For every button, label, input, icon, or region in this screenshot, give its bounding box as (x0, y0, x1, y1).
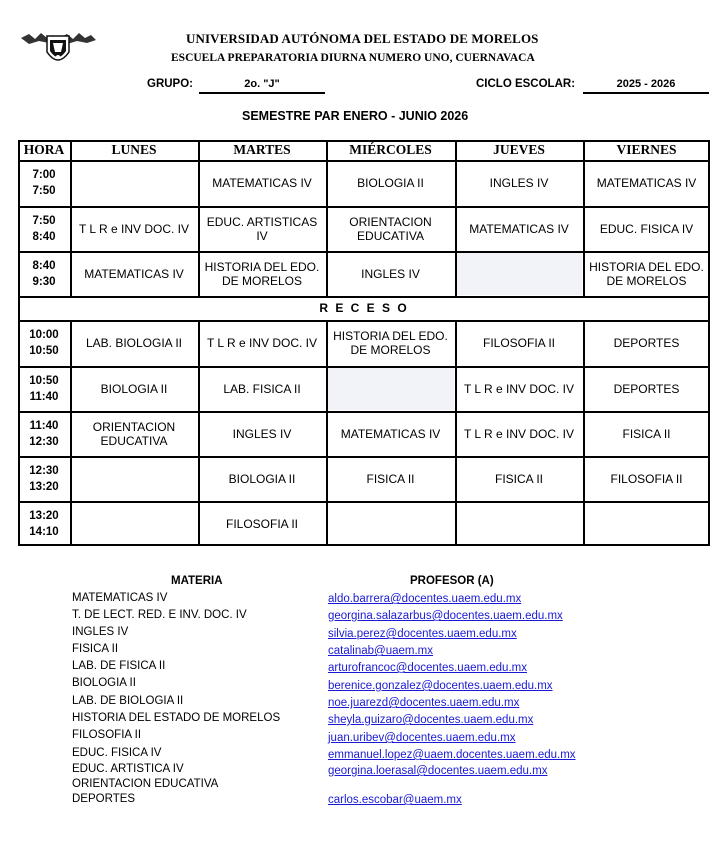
time-slot (18, 456, 70, 501)
column-divider (326, 140, 328, 296)
materia-item: BIOLOGIA II (72, 677, 136, 689)
time-start: 7:50 (32, 214, 56, 227)
time-end: 11:40 (29, 390, 59, 403)
time-start: 11:40 (29, 419, 59, 432)
materia-item: FILOSOFIA II (72, 729, 142, 741)
row-divider (18, 140, 710, 142)
class-cell (583, 501, 710, 546)
class-cell: BIOLOGIA II (228, 471, 296, 486)
profesor-email-link[interactable]: georgina.salazarbus@docentes.uaem.edu.mx (328, 610, 563, 622)
time-slot (18, 206, 70, 251)
profesor-email-link[interactable]: juan.uribev@docentes.uaem.edu.mx (328, 732, 516, 744)
time-slot (18, 366, 70, 411)
profesor-email-link[interactable]: arturofrancoc@docentes.uaem.edu.mx (328, 662, 527, 674)
time-end: 10:50 (29, 345, 59, 357)
materia-item: FISICA II (72, 643, 119, 655)
university-name: UNIVERSIDAD AUTÓNOMA DEL ESTADO DE MORELOS (186, 31, 539, 46)
class-cell: HISTORIA DEL EDO. DE MORELOS (333, 329, 448, 357)
row-divider (18, 296, 710, 298)
recess-row: R E C E S O (319, 301, 409, 315)
class-cell: INGLES IV (232, 426, 292, 441)
class-cell: MATEMATICAS IV (340, 426, 441, 441)
class-cell: ORIENTACION EDUCATIVA (349, 214, 432, 243)
class-cell: T L R e INV DOC. IV (78, 221, 190, 236)
hora-header: HORA (23, 142, 65, 157)
class-cell (326, 366, 455, 411)
column-divider (455, 140, 457, 296)
grupo-label: GRUPO: (147, 78, 193, 90)
class-cell: FISICA II (622, 426, 671, 441)
grupo-value: 2o. "J" (199, 78, 325, 94)
class-cell: HISTORIA DEL EDO. DE MORELOS (589, 259, 704, 288)
profesor-email-link[interactable]: berenice.gonzalez@docentes.uaem.edu.mx (328, 680, 553, 692)
class-cell: MATEMATICAS IV (469, 221, 569, 236)
class-cell: FISICA II (494, 471, 543, 486)
time-start: 13:20 (29, 509, 59, 522)
materia-item: LAB. DE BIOLOGIA II (72, 695, 184, 707)
column-divider (583, 140, 585, 296)
column-divider (708, 140, 710, 546)
time-slot (18, 251, 70, 296)
row-divider (18, 411, 710, 413)
class-cell: T L R e INV DOC. IV (206, 336, 318, 350)
profesor-email-link[interactable]: carlos.escobar@uaem.mx (328, 794, 462, 806)
time-slot (18, 411, 70, 456)
materia-item: DEPORTES (72, 793, 136, 805)
day-header-jueves: JUEVES (493, 142, 545, 157)
class-cell: FILOSOFIA II (610, 471, 683, 486)
class-cell: INGLES IV (489, 176, 549, 190)
class-cell: DEPORTES (613, 381, 680, 396)
materia-item: EDUC. FISICA IV (72, 747, 162, 759)
class-cell (70, 501, 198, 546)
class-cell: T L R e INV DOC. IV (463, 426, 575, 441)
class-cell (455, 251, 583, 296)
class-cell: HISTORIA DEL EDO. DE MORELOS (204, 259, 320, 288)
class-cell: LAB. FISICA II (223, 381, 301, 396)
column-divider (455, 320, 457, 546)
class-cell (326, 501, 455, 546)
materia-item: LAB. DE FISICA II (72, 660, 166, 672)
row-divider (18, 501, 710, 503)
materia-item: INGLES IV (72, 626, 129, 638)
materia-item: EDUC. ARTISTICA IV (72, 763, 184, 775)
class-cell: BIOLOGIA II (100, 381, 168, 396)
materia-header: MATERIA (171, 575, 223, 587)
class-cell: FILOSOFIA II (482, 336, 556, 350)
materia-item: MATEMATICAS IV (72, 592, 168, 604)
column-divider (583, 320, 585, 546)
row-divider (18, 456, 710, 458)
class-cell: MATEMATICAS IV (84, 266, 184, 281)
class-cell: BIOLOGIA II (357, 176, 424, 190)
materia-item: T. DE LECT. RED. E INV. DOC. IV (72, 609, 247, 621)
time-end: 12:30 (29, 435, 59, 448)
time-slot (18, 160, 70, 206)
university-logo-icon (19, 30, 97, 70)
time-start: 8:40 (32, 259, 56, 272)
row-divider (18, 160, 710, 162)
class-cell: EDUC. ARTISTICAS IV (206, 214, 318, 243)
time-slot (18, 501, 70, 546)
day-header-viernes: VIERNES (616, 142, 677, 157)
time-start: 10:00 (29, 329, 59, 341)
semester-title: SEMESTRE PAR ENERO - JUNIO 2026 (242, 109, 469, 123)
ciclo-value: 2025 - 2026 (583, 78, 709, 94)
class-cell (70, 456, 198, 501)
column-divider (198, 140, 200, 296)
class-cell: DEPORTES (613, 336, 680, 350)
time-end: 14:10 (29, 525, 59, 538)
day-header-lunes: LUNES (111, 142, 157, 157)
column-divider (198, 320, 200, 546)
column-divider (18, 140, 20, 546)
row-divider (18, 366, 710, 368)
class-cell: INGLES IV (361, 266, 420, 281)
column-divider (70, 320, 72, 546)
time-end: 8:40 (32, 230, 56, 243)
profesor-email-link[interactable]: georgina.loerasal@docentes.uaem.edu.mx (328, 765, 548, 777)
class-cell: EDUC. FISICA IV (599, 221, 694, 236)
ciclo-label: CICLO ESCOLAR: (476, 78, 576, 90)
materia-item: ORIENTACION EDUCATIVA (72, 778, 219, 790)
time-slot (18, 320, 70, 366)
row-divider (18, 206, 710, 208)
class-cell: LAB. BIOLOGIA II (85, 336, 183, 350)
profesor-email-link[interactable]: silvia.perez@docentes.uaem.edu.mx (328, 628, 517, 640)
time-start: 7:00 (32, 169, 56, 181)
materia-item: HISTORIA DEL ESTADO DE MORELOS (72, 712, 281, 724)
time-start: 12:30 (29, 464, 59, 477)
row-divider (18, 544, 710, 546)
time-end: 7:50 (32, 185, 56, 197)
time-start: 10:50 (29, 374, 59, 387)
class-cell: MATEMATICAS IV (212, 176, 312, 190)
profesor-email-link[interactable]: noe.juarezd@docentes.uaem.edu.mx (328, 697, 520, 709)
class-cell: FILOSOFIA II (225, 516, 299, 531)
class-cell (70, 160, 198, 206)
schedule-table (18, 140, 710, 546)
profesor-email-link[interactable]: sheyla.guizaro@docentes.uaem.edu.mx (328, 714, 534, 726)
row-divider (18, 320, 710, 322)
time-end: 13:20 (29, 480, 59, 493)
row-divider (18, 251, 710, 253)
class-cell (455, 501, 583, 546)
profesor-email-link[interactable]: aldo.barrera@docentes.uaem.edu.mx (328, 593, 522, 605)
column-divider (326, 320, 328, 546)
profesor-email-link[interactable]: catalinab@uaem.mx (328, 645, 433, 657)
class-cell: FISICA II (366, 471, 415, 486)
class-cell: T L R e INV DOC. IV (463, 381, 575, 396)
time-end: 9:30 (32, 275, 56, 288)
class-cell: ORIENTACION EDUCATIVA (92, 419, 176, 448)
class-cell: MATEMATICAS IV (596, 176, 697, 190)
profesor-header: PROFESOR (A) (410, 575, 494, 587)
day-header-miercoles: MIÉRCOLES (349, 142, 432, 157)
school-name: ESCUELA PREPARATORIA DIURNA NUMERO UNO, CUERNAVACA (171, 52, 535, 64)
day-header-martes: MARTES (233, 142, 291, 157)
profesor-email-link[interactable]: emmanuel.lopez@uaem.docentes.uaem.edu.mx (328, 749, 576, 761)
column-divider (70, 140, 72, 296)
